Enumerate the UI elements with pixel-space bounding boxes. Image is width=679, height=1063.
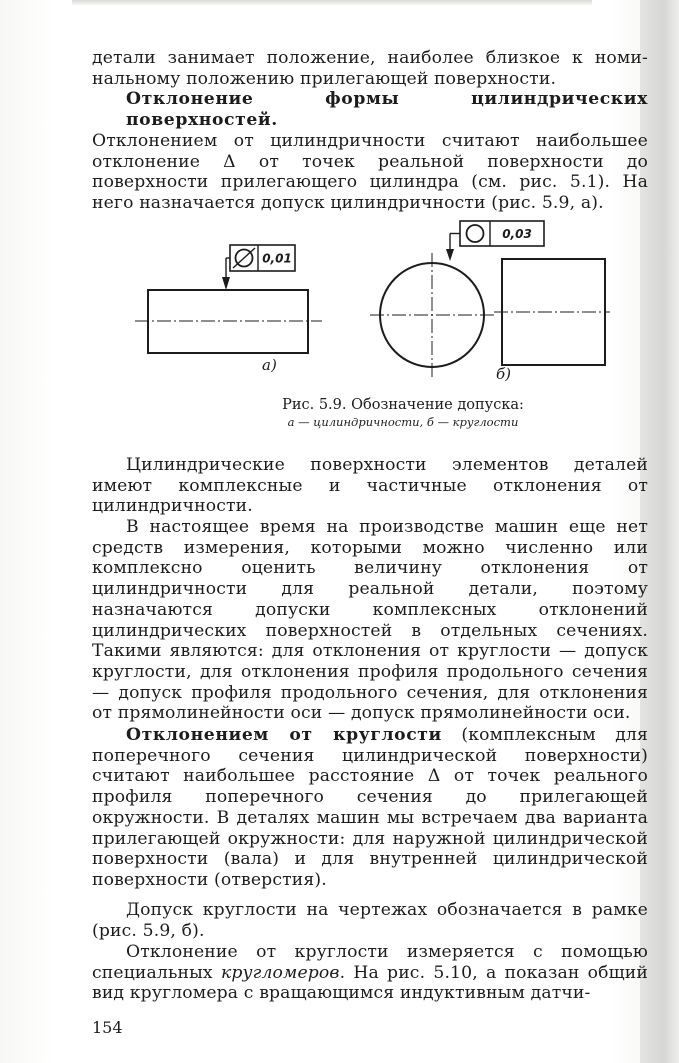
measurement-text-start: Отклонение от круглости измеряется с помощью специальных (92, 942, 648, 983)
arrow-a-icon (222, 277, 230, 290)
roundness-text: (комплексным для поперечного сечения цилиндрической поверхности) считают наибольшее расстояние Δ от точек реального профиля поперечного сечения до прилегающей окружности. В деталях машин мы встречаем два варианта прилегающей окружности: для наружной цилиндрической поверхности (вала) и для внутренней цилиндрической поверхности (отверстия). (92, 725, 648, 890)
tolerance-value-b: 0,03 (502, 227, 532, 241)
measurement-italic-term: кругломеров (220, 962, 340, 983)
figure-label-b: б) (496, 365, 512, 383)
paragraph-roundness-measurement (92, 942, 648, 1004)
page-number: 154 (92, 1018, 123, 1037)
intro-paragraph (92, 48, 648, 214)
form-text: Отклонением от цилиндричности считают наибольшее отклонение Δ от точек реальной поверхности до поверхности прилегающего цилиндра (см. рис. 5.1). На него назначается допуск цилиндричности (рис. 5.9, а). (92, 130, 648, 213)
roundness-heading: Отклонением от круглости (126, 725, 442, 745)
intro-line-1: детали занимает положение, наиболее близкое к номи- (92, 48, 648, 68)
figure-caption (218, 396, 588, 430)
arrow-b-icon (446, 249, 454, 261)
figure-label-a: а) (262, 356, 277, 374)
paragraph-roundness-tolerance: Допуск круглости на чертежах обозначается в рамке (рис. 5.9, б). (92, 900, 648, 941)
measurement-text-end: . На рис. 5.10, а показан общий вид кругломера с вращающимся индуктивным датчи- (92, 962, 648, 1004)
roundness-symbol-icon (467, 225, 484, 242)
caption-line-1: Рис. 5.9. Обозначение допуска: (282, 397, 524, 413)
figure-part-a (135, 245, 322, 353)
tolerance-value-a: 0,01 (262, 251, 292, 266)
form-heading: Отклонение формы цилиндрических поверхностей. (126, 89, 648, 131)
page-top-shadow (72, 0, 592, 6)
paragraph-roundness-deviation (92, 725, 648, 891)
caption-line-2: а — цилиндричности, б — круглости (287, 415, 519, 429)
intro-line-2: нальному положению прилегающей поверхности. (92, 68, 557, 89)
paragraph-cylindrical-surfaces: Цилиндрические поверхности элементов деталей имеют комплексные и частичные отклонения от цилиндричности. (92, 455, 648, 517)
figure-part-b (370, 221, 610, 377)
paragraph-measurement-means: В настоящее время на производстве машин еще нет средств измерения, которыми можно численно или комплексно оценить величину отклонения от цилиндричности для реальной детали, поэтому назначаются допуски комплексных отклонений цилиндрических поверхностей в отдельных сечениях. Такими являются: для отклонения от круглости — допуск круглости, для отклонения профиля продольного сечения — допуск профиля продольного сечения, для отклонения от прямолинейности оси — допуск прямолинейности оси. (92, 517, 648, 724)
